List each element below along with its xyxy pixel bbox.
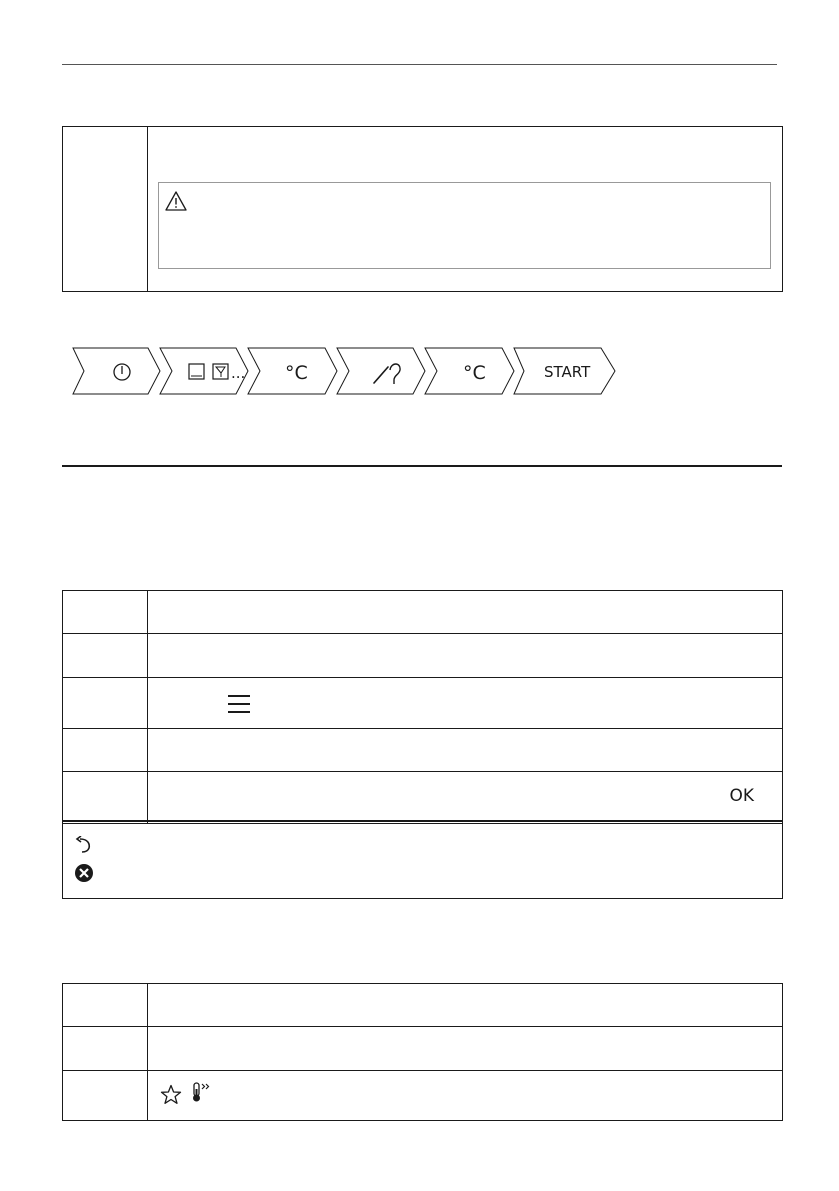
table-row: [63, 984, 783, 1027]
step-number-cell: [63, 1071, 148, 1121]
step-text-cell: [148, 591, 783, 634]
table-row: [63, 772, 783, 824]
step-start: [514, 348, 615, 394]
step-core-probe: [337, 348, 425, 394]
table-row: [63, 591, 783, 634]
menu-icon: [227, 694, 251, 714]
table-row: [63, 729, 783, 772]
step-number-cell: [63, 772, 148, 824]
cancel-icon: [74, 863, 94, 883]
step-text-cell: [148, 1027, 783, 1071]
star-icon: [160, 1084, 182, 1105]
step-text-cell: [148, 772, 783, 824]
step-text-cell: [148, 678, 783, 729]
table-row: [63, 678, 783, 729]
table-row: [63, 634, 783, 678]
step-heating-function: [160, 348, 248, 394]
step-power: [73, 348, 160, 394]
table-row: [63, 1027, 783, 1071]
temperature-icon: °C: [285, 362, 308, 384]
step-number-cell: [63, 1027, 148, 1071]
step-text-cell: [148, 1071, 783, 1121]
warning-box: [158, 182, 771, 269]
warning-icon: [164, 190, 188, 212]
back-arrow-icon: [75, 836, 93, 854]
section-rule: [62, 465, 782, 467]
step-temperature: [248, 348, 337, 394]
step-text-cell: [148, 634, 783, 678]
table-row: [63, 1071, 783, 1121]
temperature-icon: °C: [463, 362, 486, 384]
start-label: START: [544, 363, 591, 381]
step-text-cell: [148, 984, 783, 1027]
step-text-cell: [148, 729, 783, 772]
step-number-cell: [63, 678, 148, 729]
more-functions-label: ...: [231, 364, 246, 382]
program-steps-flow: [72, 347, 617, 395]
ok-icon: OK: [729, 786, 754, 806]
favourites-steps-table: [62, 983, 783, 1121]
step-number-cell: [63, 591, 148, 634]
step-core-temperature: [425, 348, 514, 394]
step-number-cell: [63, 729, 148, 772]
fast-heat-up-icon: [191, 1081, 213, 1103]
header-rule: [62, 64, 777, 65]
step-number-cell: [63, 634, 148, 678]
step-number-cell: [63, 984, 148, 1027]
column-divider: [147, 127, 148, 291]
menu-table-notes: [62, 820, 783, 899]
menu-steps-table: [62, 590, 783, 824]
